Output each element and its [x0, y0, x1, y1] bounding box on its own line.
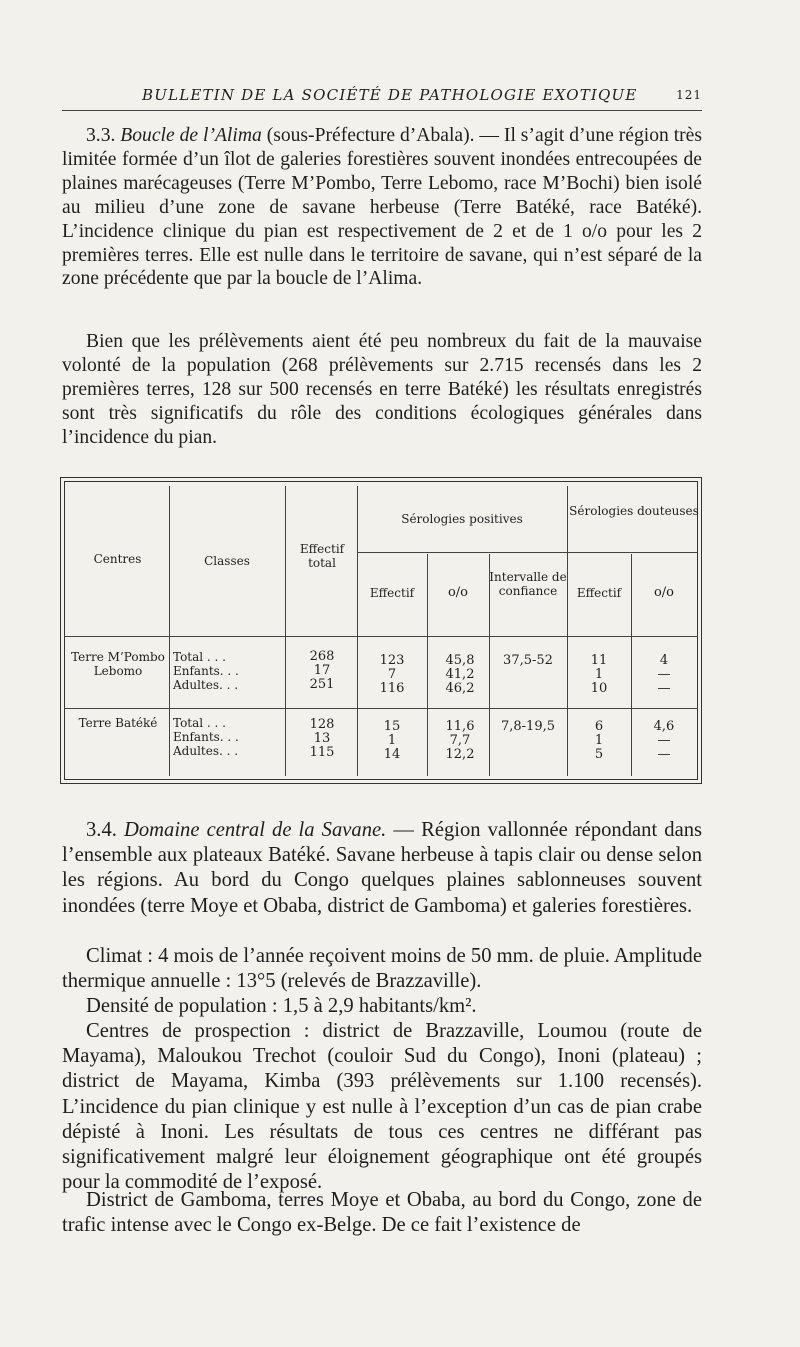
pos-pct-values [429, 720, 491, 762]
value: — [657, 667, 671, 682]
value: — [657, 747, 671, 762]
section-text: — Région vallonnée répondant dans l’ensemble aux plateaux Batéké. Savane herbeuse à tapis clair ou dense selon les régions. Au bord du Congo quelques plaines sablonneuses souvent inondées (terre Moye et Obaba, district de Gamboma) et galeries forestières. [62, 819, 703, 917]
effectif-total-values [287, 650, 357, 692]
value: 123 [379, 653, 405, 668]
section-number: 3.3. [86, 125, 116, 146]
value: 251 [309, 677, 335, 692]
paragraph-text: Centres de prospection : district de Brazzaville, Loumou (route de Mayama), Maloukou Trechot (couloir Sud du Congo), Inoni (plateau) ; district de Mayama, Kimba (393 prélèvements sur 1.100 recensés). L’incidence du pian clinique y est nulle à l’exception d’un cas de pian crabe dépisté à Inoni. Les résultats de tous ces centres ne différant pas significativement malgré leur éloignement géographique ont été groupés pour la commodité de l’exposé. [62, 1020, 702, 1194]
value: 15 [383, 719, 401, 734]
intervalle-value: 37,5-52 [503, 653, 553, 668]
class-label: Total . . . [173, 716, 226, 730]
value: 4 [659, 653, 669, 668]
effectif-total-values [287, 718, 357, 760]
value: 11,6 [445, 719, 475, 734]
value: — [657, 733, 671, 748]
header-classes: Classes [204, 554, 250, 568]
paragraph-text: Bien que les prélèvements aient été peu nombreux du fait de la mauvaise volonté de la population (268 prélèvements sur 2.715 recensés dans les 2 premières terres, 128 sur 500 recensés en terre Batéké) les résultats enregistrés sont très significatifs du rôle des conditions écologiques générales dans l’incidence du pian. [62, 331, 702, 448]
value: 268 [309, 649, 335, 664]
value: — [657, 681, 671, 696]
centre-mpombo-lebomo: Terre M’Pombo Lebomo [71, 650, 165, 678]
value: 116 [379, 681, 405, 696]
paragraph-text: Densité de population : 1,5 à 2,9 habitants/km². [86, 995, 477, 1017]
centre-bateke: Terre Batéké [78, 716, 158, 730]
value: 5 [594, 747, 604, 762]
header-serologies-positives: Sérologies positives [401, 512, 523, 526]
paragraph-text: Climat : 4 mois de l’année reçoivent moins de 50 mm. de pluie. Amplitude thermique annuelle : 13°5 (relevés de Brazzaville). [62, 945, 702, 993]
value: 46,2 [445, 681, 475, 696]
header-centres: Centres [93, 552, 142, 566]
section-3-3-paragraph-2 [62, 330, 702, 450]
dout-effectif-values [567, 720, 631, 762]
value: 4,6 [653, 719, 675, 734]
climat-paragraph [62, 944, 702, 994]
value: 7,7 [449, 733, 471, 748]
value: 12,2 [445, 747, 475, 762]
section-3-3 [62, 124, 702, 291]
value: 45,8 [445, 653, 475, 668]
header-dout-pct: o/o [653, 585, 675, 600]
class-label: Enfants. . . [173, 730, 239, 744]
journal-title: BULLETIN DE LA SOCIÉTÉ DE PATHOLOGIE EXOTIQUE [142, 86, 638, 104]
centres-paragraph [62, 1019, 702, 1195]
dout-pct-values [631, 720, 697, 762]
header-dout-effectif: Effectif [576, 586, 622, 600]
header-pos-effectif: Effectif [369, 586, 415, 600]
pos-effectif-values [357, 720, 427, 762]
serology-table [60, 477, 702, 784]
intervalle-value: 7,8-19,5 [500, 719, 555, 734]
value: 10 [590, 681, 608, 696]
header-effectif-total: Effectif total [299, 542, 345, 570]
value: 41,2 [445, 667, 475, 682]
value: 13 [313, 731, 331, 746]
dout-effectif-values [567, 654, 631, 696]
value: 115 [309, 745, 335, 760]
gamboma-paragraph [62, 1188, 702, 1238]
pos-effectif-values [357, 654, 427, 696]
classes-list [173, 716, 283, 758]
class-label: Enfants. . . [173, 664, 239, 678]
header-pos-pct: o/o [447, 585, 469, 600]
value: 1 [594, 667, 604, 682]
densite-paragraph [62, 994, 702, 1019]
section-number: 3.4. [86, 819, 117, 841]
value: 6 [594, 719, 604, 734]
header-rule [62, 110, 702, 111]
dout-pct-values [631, 654, 697, 696]
value: 7 [387, 667, 397, 682]
class-label: Adultes. . . [173, 744, 239, 758]
section-3-4 [62, 818, 702, 919]
class-label: Total . . . [173, 650, 226, 664]
paragraph-text: District de Gamboma, terres Moye et Obaba, au bord du Congo, zone de trafic intense avec le Congo ex-Belge. De ce fait l’existence de [62, 1189, 702, 1237]
value: 14 [383, 747, 401, 762]
value: 1 [387, 733, 397, 748]
value: 1 [594, 733, 604, 748]
value: 11 [590, 653, 608, 668]
section-heading: Domaine central de la Savane. [124, 819, 387, 841]
section-heading: Boucle de l’Alima [120, 125, 262, 146]
page-number: 121 [676, 88, 702, 102]
value: 17 [313, 663, 331, 678]
header-serologies-douteuses: Sérologies douteuses [569, 504, 699, 518]
value: 128 [309, 717, 335, 732]
classes-list [173, 650, 283, 692]
header-intervalle: Intervalle de confiance [489, 570, 567, 598]
pos-pct-values [429, 654, 491, 696]
class-label: Adultes. . . [173, 678, 239, 692]
section-text: (sous-Préfecture d’Abala). — Il s’agit d’une région très limitée formée d’un îlot de galeries forestières souvent inondées entrecoupées de plaines marécageuses (Terre M’Pombo, Terre Lebomo, race M’Bochi) bien isolé au milieu d’une zone de savane herbeuse (Terre Batéké, race Batéké). L’incidence clinique du pian est respectivement de 2 et de 1 o/o pour les 2 premières terres. Elle est nulle dans le territoire de savane, qui n’est séparé de la zone précédente que par la boucle de l’Alima. [62, 125, 702, 290]
